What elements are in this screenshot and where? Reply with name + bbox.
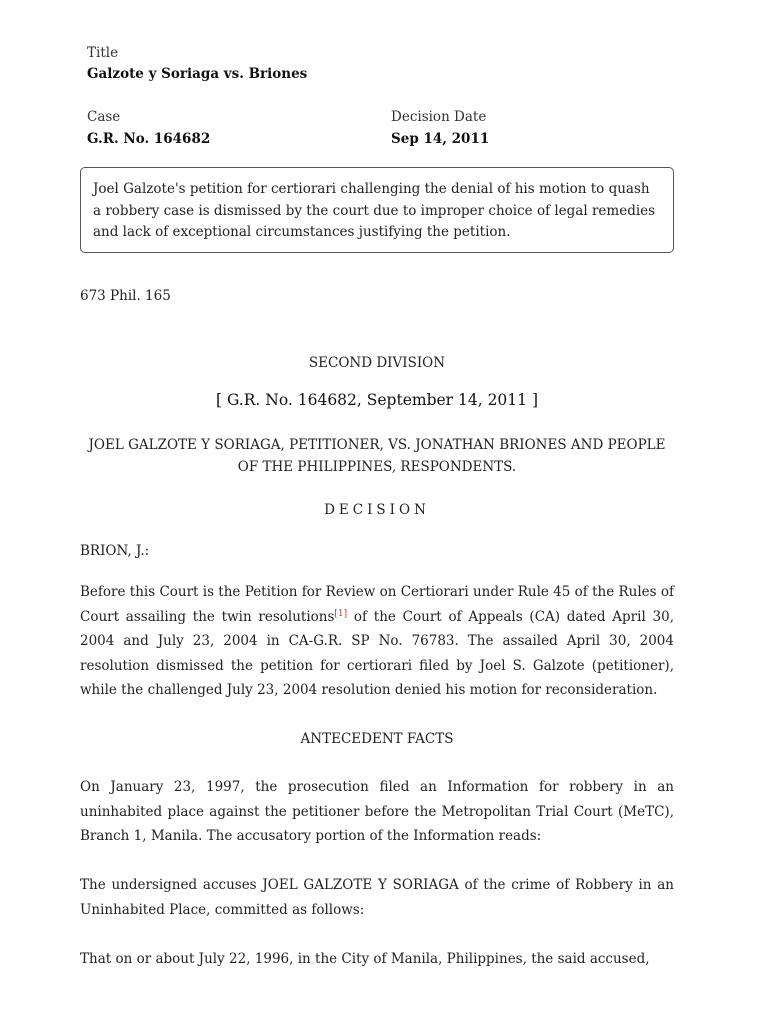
case-number-heading: [ G.R. No. 164682, September 14, 2011 ] (216, 391, 538, 409)
footnote-link[interactable]: [1] (334, 608, 348, 619)
parties-heading: JOEL GALZOTE Y SORIAGA, PETITIONER, VS. JONATHAN BRIONES AND PEOPLE OF THE PHILIPPINES, RESPONDENTS. (88, 437, 666, 475)
paragraph-accusation: The undersigned accuses JOEL GALZOTE Y SORIAGA of the crime of Robbery in an Uninhabited Place, committed as follows: (80, 877, 674, 918)
decision-date-value: Sep 14, 2011 (391, 131, 490, 147)
title-value: Galzote y Soriaga vs. Briones (87, 66, 308, 82)
decision-heading: DECISION (324, 502, 430, 518)
paragraph-intro-part2: of the Court of Appeals (CA) dated April 30, 2004 and July 23, 2004 in CA-G.R. SP No. 76783. The assailed April 30, 2004 resolution dismissed the petition for certiorari filed by Joel S. Galzote (petitioner), while the challenged July 23, 2004 resolution denied his motion for reconsideration. (80, 608, 675, 698)
ponente: BRION, J.: (80, 543, 150, 559)
paragraph-antecedent: On January 23, 1997, the prosecution filed an Information for robbery in an uninhabited place against the petitioner before the Metropolitan Trial Court (MeTC), Branch 1, Manila. The accusatory portion of the Information reads: (80, 779, 674, 844)
paragraph-intro-part1: Before this Court is the Petition for Review on Certiorari under Rule 45 of the Rules of Court assailing the twin resolutions (80, 584, 674, 625)
paragraph-information: That on or about July 22, 1996, in the City of Manila, Philippines, the said accused, (80, 951, 650, 967)
section-heading-antecedent-facts: ANTECEDENT FACTS (300, 731, 454, 747)
division-heading: SECOND DIVISION (308, 355, 446, 371)
case-label: Case (87, 109, 121, 125)
citation: 673 Phil. 165 (80, 288, 171, 304)
case-value: G.R. No. 164682 (87, 131, 211, 147)
case-summary-box: Joel Galzote's petition for certiorari challenging the denial of his motion to quash a robbery case is dismissed by the court due to improper choice of legal remedies and lack of exceptional circumstances justifying the petition. (80, 167, 674, 253)
decision-date-label: Decision Date (391, 109, 487, 125)
paragraph-intro (80, 580, 674, 703)
title-label: Title (87, 45, 119, 61)
